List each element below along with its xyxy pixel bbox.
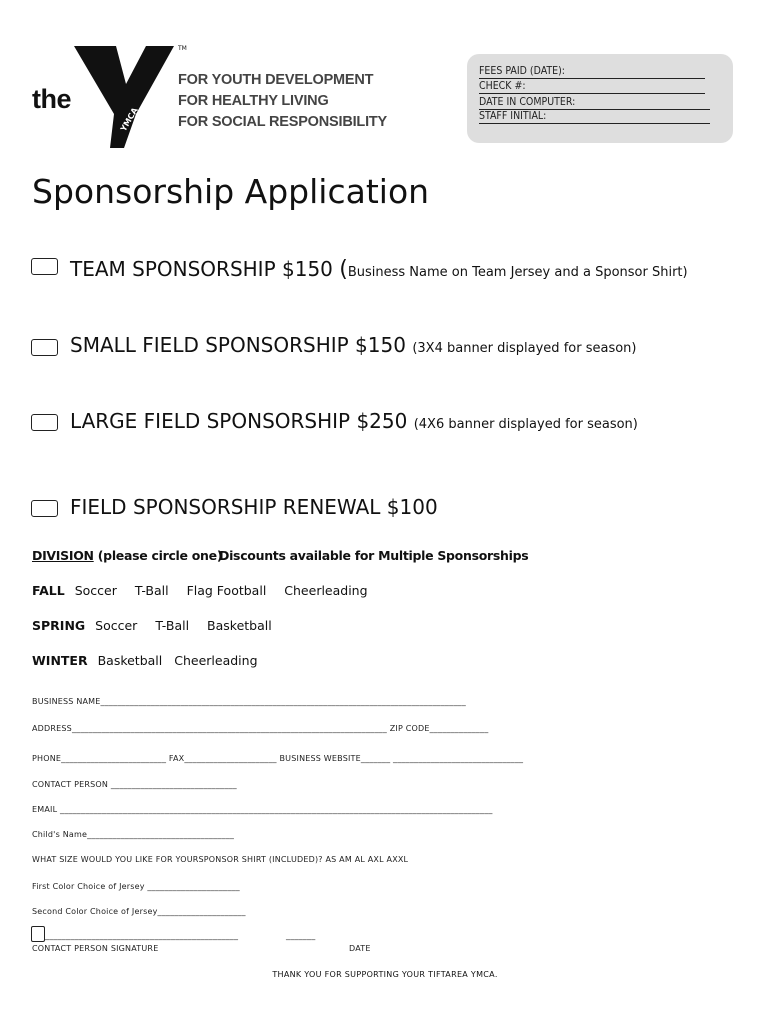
first-color-field[interactable]: First Color Choice of Jersey ______________________ bbox=[32, 882, 240, 891]
team-sponsorship-label: TEAM SPONSORSHIP $150 bbox=[70, 257, 340, 281]
business-name-field[interactable]: BUSINESS NAME_______________________________________________________________________________________ bbox=[32, 697, 466, 706]
fees-paid-field[interactable]: FEES PAID (DATE): bbox=[479, 65, 705, 79]
team-sponsorship-checkbox[interactable] bbox=[31, 258, 58, 275]
division-option[interactable]: T-Ball bbox=[134, 583, 169, 598]
season-fall bbox=[32, 583, 382, 598]
team-sponsorship-paren: ( bbox=[339, 257, 348, 282]
second-color-field[interactable]: Second Color Choice of Jersey_____________________ bbox=[32, 907, 246, 916]
small-field-option bbox=[70, 333, 636, 357]
discount-note: Discounts available for Multiple Sponsorships bbox=[219, 548, 529, 563]
division-option[interactable]: Basketball bbox=[207, 618, 272, 633]
signature-line[interactable]: ______________________________________________ bbox=[45, 931, 239, 940]
email-field[interactable]: EMAIL _______________________________________________________________________________________________________ bbox=[32, 805, 493, 814]
division-option[interactable]: Flag Football bbox=[186, 583, 267, 598]
trademark-symbol: TM bbox=[178, 45, 187, 52]
phone-fax-website-field[interactable]: PHONE_________________________ FAX______________________ BUSINESS WEBSITE_______ _______________________________ bbox=[32, 754, 524, 763]
large-field-note: (4X6 banner displayed for season) bbox=[413, 417, 638, 432]
large-field-option bbox=[70, 409, 638, 433]
season-spring bbox=[32, 618, 286, 633]
tagline-health: FOR HEALTHY LIVING bbox=[178, 93, 329, 109]
signature-checkbox[interactable] bbox=[31, 926, 45, 942]
team-sponsorship-note: Business Name on Team Jersey and a Sponsor Shirt) bbox=[347, 265, 688, 280]
division-option[interactable]: T-Ball bbox=[155, 618, 190, 633]
check-number-field[interactable]: CHECK #: bbox=[479, 80, 705, 94]
division-option[interactable]: Soccer bbox=[74, 583, 117, 598]
date-label: DATE bbox=[349, 944, 371, 953]
small-field-note: (3X4 banner displayed for season) bbox=[412, 341, 637, 356]
shirt-size-field[interactable]: WHAT SIZE WOULD YOU LIKE FOR YOURSPONSOR SHIRT (INCLUDED)? AS AM AL AXL AXXL bbox=[32, 855, 409, 864]
page-title: Sponsorship Application bbox=[32, 172, 430, 211]
tagline-youth: FOR YOUTH DEVELOPMENT bbox=[178, 72, 374, 88]
season-winter bbox=[32, 653, 272, 668]
division-heading bbox=[32, 548, 222, 563]
season-name: SPRING bbox=[32, 618, 86, 633]
small-field-label: SMALL FIELD SPONSORSHIP $150 bbox=[70, 333, 413, 357]
renewal-label: FIELD SPONSORSHIP RENEWAL $100 bbox=[70, 495, 438, 519]
signature-label: CONTACT PERSON SIGNATURE bbox=[32, 944, 159, 953]
child-name-field[interactable]: Child's Name___________________________________ bbox=[32, 830, 235, 839]
season-name: FALL bbox=[32, 583, 65, 598]
address-field[interactable]: ADDRESS___________________________________________________________________________ ZIP CODE______________ bbox=[32, 724, 489, 733]
division-option[interactable]: Cheerleading bbox=[284, 583, 368, 598]
date-line[interactable]: _______ bbox=[286, 931, 316, 940]
division-heading-note: (please circle one) bbox=[93, 548, 223, 563]
renewal-checkbox[interactable] bbox=[31, 500, 58, 517]
team-sponsorship-option bbox=[70, 257, 688, 282]
renewal-option bbox=[70, 495, 438, 519]
season-name: WINTER bbox=[32, 653, 88, 668]
division-heading-label: DIVISION bbox=[32, 548, 94, 563]
large-field-checkbox[interactable] bbox=[31, 414, 58, 431]
date-in-computer-field[interactable]: DATE IN COMPUTER: bbox=[479, 96, 710, 110]
contact-person-field[interactable]: CONTACT PERSON ______________________________ bbox=[32, 780, 237, 789]
ymca-mark-text: YMCA bbox=[118, 106, 140, 133]
ymca-logo-icon bbox=[74, 44, 174, 148]
division-option[interactable]: Basketball bbox=[97, 653, 163, 668]
small-field-checkbox[interactable] bbox=[31, 339, 58, 356]
division-option[interactable]: Soccer bbox=[95, 618, 138, 633]
staff-initial-field[interactable]: STAFF INITIAL: bbox=[479, 110, 710, 124]
tagline-social: FOR SOCIAL RESPONSIBILITY bbox=[178, 114, 388, 130]
thank-you-footer: THANK YOU FOR SUPPORTING YOUR TIFTAREA YMCA. bbox=[272, 970, 498, 979]
division-option[interactable]: Cheerleading bbox=[174, 653, 258, 668]
large-field-label: LARGE FIELD SPONSORSHIP $250 bbox=[70, 409, 414, 433]
logo-the-text: the bbox=[32, 84, 71, 114]
